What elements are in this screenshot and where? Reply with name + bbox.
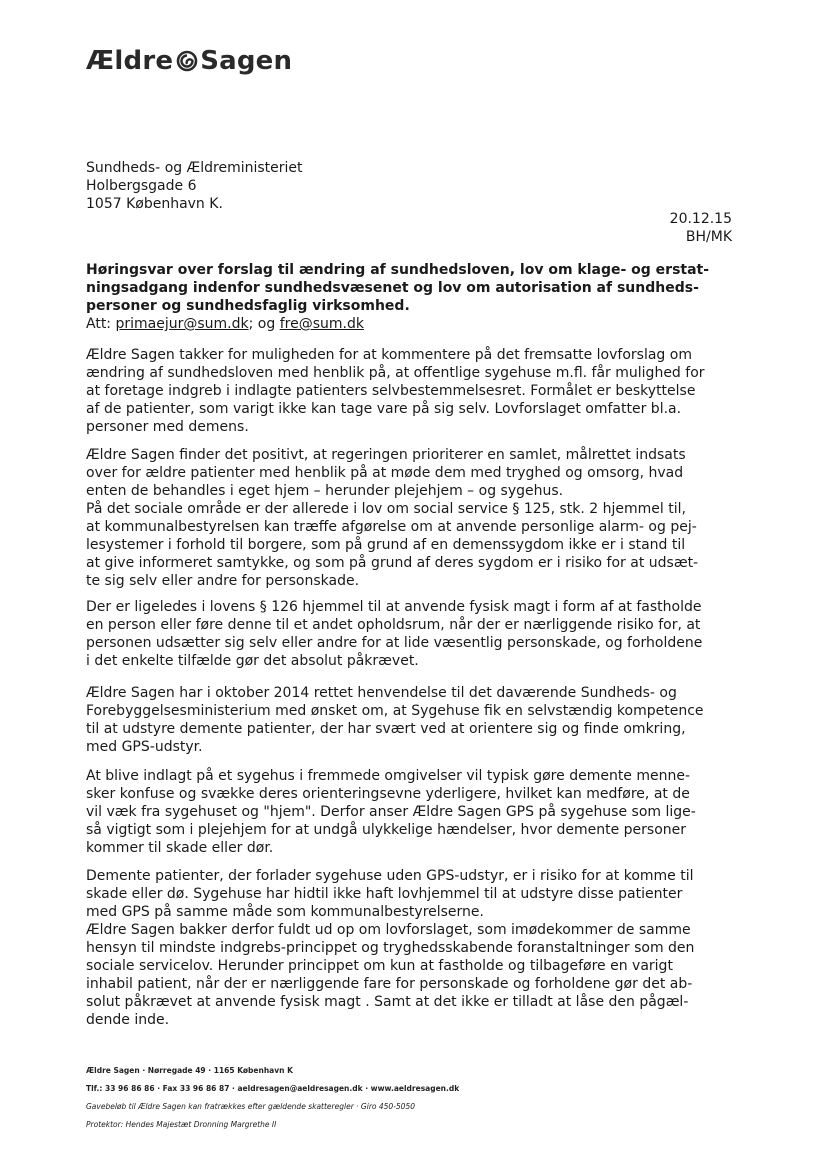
date-reference [670, 210, 732, 246]
subject-block [86, 261, 709, 333]
text-line: Ældre Sagen takker for muligheden for at kommentere på det fremsatte lovforslag om [86, 347, 692, 363]
text-line: Ældre Sagen finder det positivt, at regeringen prioriterer en samlet, målrettet indsats [86, 447, 686, 463]
paragraph-4 [86, 684, 704, 756]
footer-patron: Protektor: Hendes Majestæt Dronning Margrethe II [86, 1120, 277, 1129]
text-line: Ældre Sagen har i oktober 2014 rettet henvendelse til det daværende Sundheds- og [86, 685, 677, 701]
text-line: ændring af sundhedsloven med henblik på, at offentlige sygehuse m.fl. får mulighed for [86, 365, 705, 381]
subject-line: personer og sundhedsfaglig virksomhed. [86, 298, 410, 314]
logo-spiral-icon [176, 50, 198, 72]
text-line: vil væk fra sygehuset og "hjem". Derfor anser Ældre Sagen GPS på sygehuse som lige- [86, 804, 696, 820]
text-line: enten de behandles i eget hjem – herunder plejehjem – og sygehus. [86, 483, 564, 499]
recipient-line: Sundheds- og Ældreministeriet [86, 160, 303, 176]
text-line: hensyn til mindste indgrebs-princippet og tryghedsskabende foranstaltninger som den [86, 940, 695, 956]
email-link-fre[interactable]: fre@sum.dk [279, 316, 364, 332]
text-line: at kommunalbestyrelsen kan træffe afgørelse om at anvende personlige alarm- og pej- [86, 519, 697, 535]
footer-address: Ældre Sagen · Nørregade 49 · 1165 København K [86, 1066, 293, 1075]
text-line: at foretage indgreb i indlagte patienters selvbestemmelsesret. Formålet er beskyttelse [86, 383, 696, 399]
text-line: til at udstyre demente patienter, der har svært ved at orientere sig og finde omkring, [86, 721, 686, 737]
text-line: solut påkrævet at anvende fysisk magt . Samt at det ikke er tilladt at låse den pågæl- [86, 994, 689, 1010]
text-line: skade eller dø. Sygehuse har hidtil ikke haft lovhjemmel til at udstyre disse patienter [86, 886, 683, 902]
text-line: så vigtigt som i plejehjem for at undgå ulykkelige hændelser, hvor demente personer [86, 822, 687, 838]
letterhead-footer [86, 1062, 459, 1134]
letter-reference: BH/MK [685, 229, 732, 245]
text-line: På det sociale område er der allerede i lov om social service § 125, stk. 2 hjemmel til, [86, 501, 686, 517]
footer-donation: Gavebeløb til Ældre Sagen kan fratrækkes efter gældende skatteregler · Giro 450-5050 [86, 1102, 415, 1111]
text-line: af de patienter, som varigt ikke kan tage vare på sig selv. Lovforslaget omfatter bl.a. [86, 401, 682, 417]
att-prefix: Att: [86, 316, 116, 332]
email-link-primaejur[interactable]: primaejur@sum.dk [115, 316, 249, 332]
text-line: lesystemer i forhold til borgere, som på grund af en demenssygdom ikke er i stand til [86, 537, 686, 553]
text-line: med GPS på samme måde som kommunalbestyrelserne. [86, 904, 484, 920]
attention-line [86, 315, 709, 333]
paragraph-6 [86, 867, 694, 1029]
text-line: i det enkelte tilfælde gør det absolut påkrævet. [86, 653, 419, 669]
subject-line: ningsadgang indenfor sundhedsvæsenet og lov om autorisation af sundheds- [86, 280, 699, 296]
recipient-line: 1057 København K. [86, 196, 223, 212]
text-line: Der er ligeledes i lovens § 126 hjemmel til at anvende fysisk magt i form af at fastholde [86, 599, 702, 615]
subject-line: Høringsvar over forslag til ændring af sundhedsloven, lov om klage- og erstat- [86, 262, 710, 278]
logo-text-sagen: Sagen [200, 46, 293, 76]
text-line: over for ældre patienter med henblik på at møde dem med tryghed og omsorg, hvad [86, 465, 684, 481]
text-line: en person eller føre denne til et andet opholdsrum, når der er nærliggende risiko for, at [86, 617, 701, 633]
text-line: dende inde. [86, 1012, 170, 1028]
recipient-line: Holbergsgade 6 [86, 178, 197, 194]
text-line: sociale servicelov. Herunder princippet om kun at fastholde og tilbageføre en varigt [86, 958, 673, 974]
text-line: kommer til skade eller dør. [86, 840, 274, 856]
paragraph-3 [86, 598, 702, 670]
letter-date: 20.12.15 [669, 211, 732, 227]
recipient-address [86, 159, 303, 213]
text-line: te sig selv eller andre for personskade. [86, 573, 360, 589]
organization-logo [86, 46, 292, 76]
footer-contact: Tlf.: 33 96 86 86 · Fax 33 96 86 87 · aeldresagen@aeldresagen.dk · www.aeldresagen.dk [86, 1084, 460, 1093]
text-line: inhabil patient, når der er nærliggende fare for personskade og forholdene gør det ab- [86, 976, 693, 992]
logo-text-aeldre: Ældre [86, 46, 174, 76]
text-line: med GPS-udstyr. [86, 739, 203, 755]
text-line: at give informeret samtykke, og som på grund af deres sygdom er i risiko for at udsæt- [86, 555, 699, 571]
text-line: Ældre Sagen bakker derfor fuldt ud op om lovforslaget, som imødekommer de samme [86, 922, 691, 938]
paragraph-5 [86, 767, 696, 857]
paragraph-2 [86, 446, 698, 590]
text-line: Forebyggelsesministerium med ønsket om, at Sygehuse fik en selvstændig kompetence [86, 703, 704, 719]
text-line: personen udsætter sig selv eller andre for at lide væsentlig personskade, og forholdene [86, 635, 703, 651]
text-line: Demente patienter, der forlader sygehuse uden GPS-udstyr, er i risiko for at komme til [86, 868, 694, 884]
paragraph-1 [86, 346, 705, 436]
att-separator: ; og [248, 316, 280, 332]
text-line: At blive indlagt på et sygehus i fremmede omgivelser vil typisk gøre demente menne- [86, 768, 691, 784]
text-line: personer med demens. [86, 419, 249, 435]
text-line: sker konfuse og svække deres orienteringsevne yderligere, hvilket kan medføre, at de [86, 786, 690, 802]
